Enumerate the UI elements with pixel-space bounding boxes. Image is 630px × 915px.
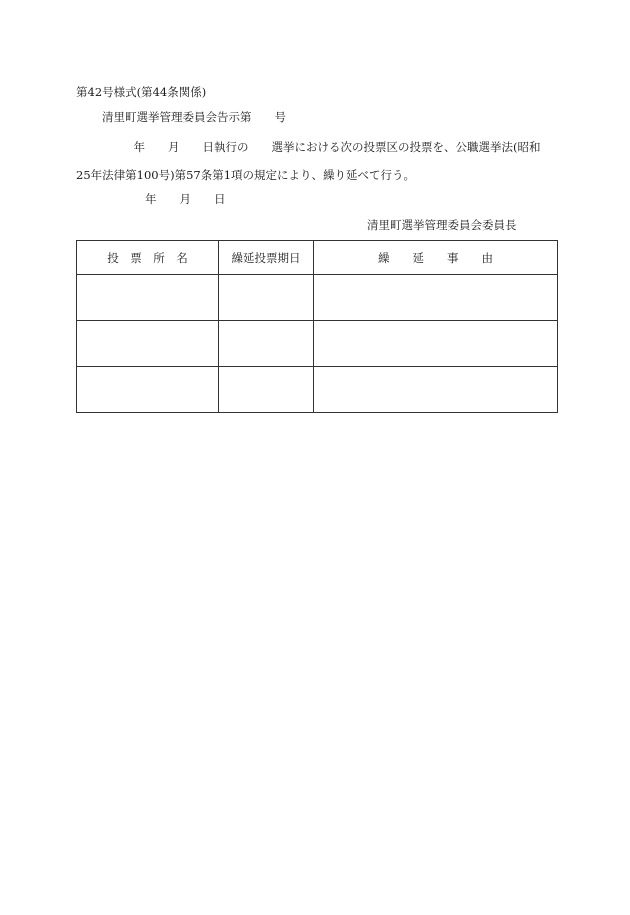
table-header-row xyxy=(77,241,558,275)
notice-date: 年 月 日 xyxy=(76,192,226,206)
header-reason: 繰 延 事 由 xyxy=(314,241,558,275)
table-row xyxy=(77,275,558,321)
notice-body-line-2: 25年法律第100号)第57条第1項の規定により、繰り延べて行う。 xyxy=(76,168,416,182)
notice-body-line-1: 年 月 日執行の 選挙における次の投票区の投票を、公職選挙法(昭和 xyxy=(76,140,541,154)
cell-reason xyxy=(314,275,558,321)
cell-polling-station xyxy=(77,321,219,367)
cell-postponed-date xyxy=(219,367,314,413)
cell-postponed-date xyxy=(219,321,314,367)
header-polling-station: 投 票 所 名 xyxy=(77,241,219,275)
cell-reason xyxy=(314,367,558,413)
table-row xyxy=(77,367,558,413)
form-number: 第42号様式(第44条関係) xyxy=(76,85,207,99)
signatory-title: 清里町選挙管理委員会委員長 xyxy=(367,218,517,232)
postponement-table xyxy=(76,240,558,413)
cell-postponed-date xyxy=(219,275,314,321)
table-row xyxy=(77,321,558,367)
cell-polling-station xyxy=(77,275,219,321)
header-postponed-date: 繰延投票期日 xyxy=(219,241,314,275)
cell-reason xyxy=(314,321,558,367)
cell-polling-station xyxy=(77,367,219,413)
notice-title: 清里町選挙管理委員会告示第 号 xyxy=(102,110,286,124)
